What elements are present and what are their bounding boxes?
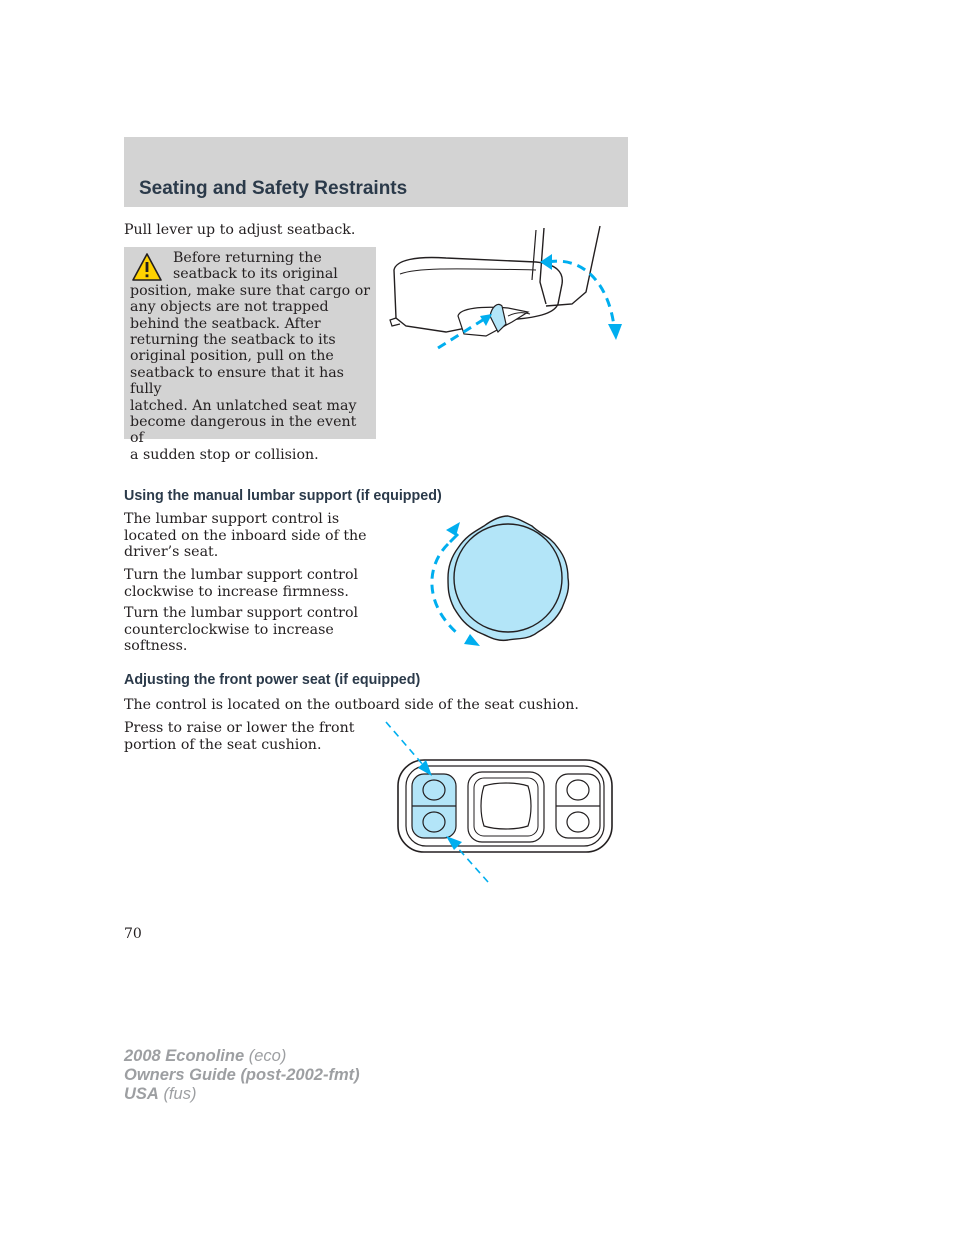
warning-line: original position, pull on the <box>130 348 334 365</box>
text-line: The lumbar support control is <box>124 511 340 527</box>
power-seat-paragraph-2 <box>124 720 354 753</box>
warning-line: any objects are not trapped <box>130 299 329 316</box>
lumbar-paragraph-2 <box>124 567 358 600</box>
text-line: counterclockwise to increase <box>124 621 334 638</box>
warning-line: Before returning the <box>173 250 322 266</box>
lumbar-paragraph-3 <box>124 605 358 655</box>
page-number: 70 <box>124 926 142 942</box>
footer-guide: Owners Guide (post-2002-fmt) <box>124 1066 360 1084</box>
text-line: portion of the seat cushion. <box>124 736 322 753</box>
text-line: located on the inboard side of the <box>124 527 367 544</box>
text-line: driver’s seat. <box>124 544 219 561</box>
warning-line: behind the seatback. After <box>130 315 321 332</box>
seatback-intro-text: Pull lever up to adjust seatback. <box>124 222 356 238</box>
footer-market: USA <box>124 1085 159 1103</box>
document-footer <box>124 1047 360 1104</box>
text-line: Turn the lumbar support control <box>124 605 359 621</box>
footer-model: 2008 Econoline <box>124 1047 245 1065</box>
lumbar-knob-illustration <box>418 512 576 652</box>
warning-text <box>130 250 372 463</box>
text-line: clockwise to increase firmness. <box>124 583 349 600</box>
warning-line: latched. An unlatched seat may <box>130 397 357 414</box>
footer-market-code: (fus) <box>163 1085 197 1103</box>
power-seat-control-illustration <box>384 720 616 884</box>
text-line: Turn the lumbar support control <box>124 567 359 583</box>
warning-line: become dangerous in the event of <box>130 414 357 447</box>
text-line: softness. <box>124 638 188 655</box>
warning-line: seatback to its original <box>173 266 338 283</box>
power-seat-heading: Adjusting the front power seat (if equipped) <box>124 672 421 688</box>
lumbar-heading: Using the manual lumbar support (if equipped) <box>124 488 442 504</box>
warning-line: seatback to ensure that it has fully <box>130 364 344 398</box>
seatback-recline-illustration <box>386 222 628 352</box>
warning-line: a sudden stop or collision. <box>130 446 319 463</box>
power-seat-paragraph-1: The control is located on the outboard side of the seat cushion. <box>124 697 579 713</box>
section-title: Seating and Safety Restraints <box>139 178 408 199</box>
footer-model-code: (eco) <box>248 1047 287 1065</box>
lumbar-paragraph-1 <box>124 511 367 561</box>
warning-line: position, make sure that cargo or <box>130 282 371 299</box>
warning-line: returning the seatback to its <box>130 332 336 349</box>
text-line: Press to raise or lower the front <box>124 720 355 736</box>
